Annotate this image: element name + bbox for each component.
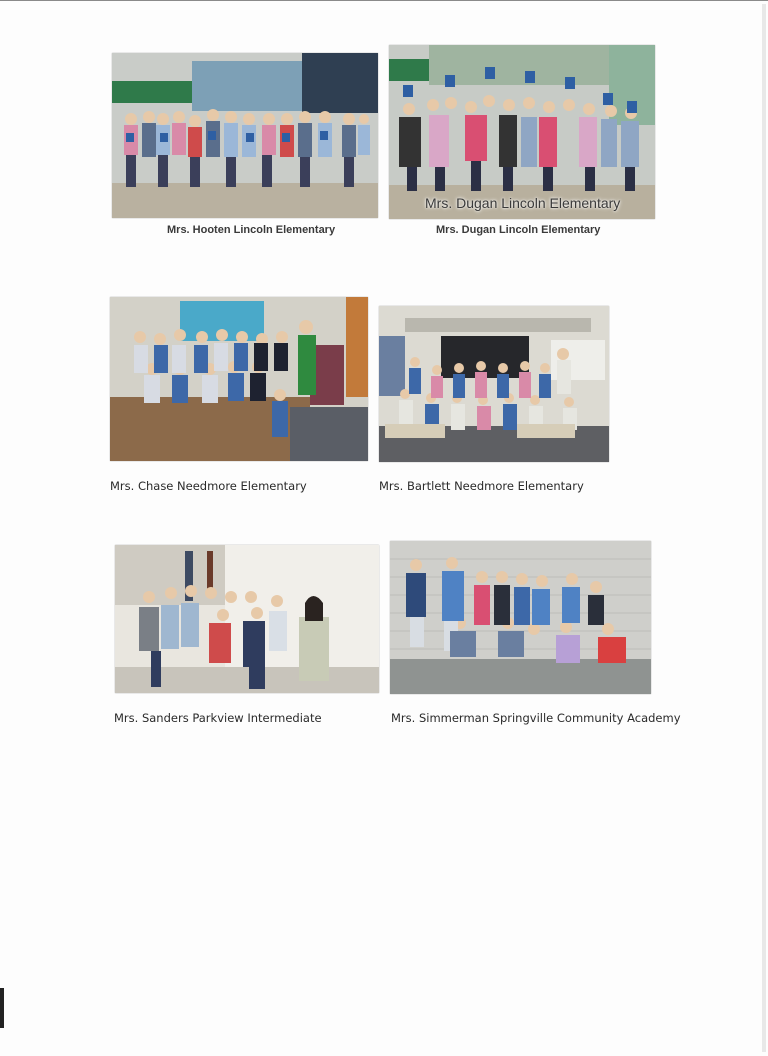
photo-caption: Mrs. Sanders Parkview Intermediate bbox=[114, 711, 322, 725]
classroom-photo-image bbox=[110, 297, 368, 461]
photo-simmerman bbox=[390, 541, 651, 694]
scan-artifact bbox=[0, 988, 4, 1028]
photo-caption: Mrs. Dugan Lincoln Elementary bbox=[436, 224, 601, 236]
photo-hooten bbox=[112, 53, 378, 218]
photo-sanders bbox=[115, 545, 379, 693]
photo-dugan bbox=[389, 45, 655, 219]
photo-caption: Mrs. Chase Needmore Elementary bbox=[110, 479, 307, 493]
photo-overlay-caption: Mrs. Dugan Lincoln Elementary bbox=[425, 195, 621, 211]
classroom-photo-image bbox=[379, 306, 609, 462]
classroom-photo-image bbox=[390, 541, 651, 694]
photo-bartlett bbox=[379, 306, 609, 462]
page-edge bbox=[0, 0, 768, 1]
photo-caption: Mrs. Bartlett Needmore Elementary bbox=[379, 479, 584, 493]
photo-chase bbox=[110, 297, 368, 461]
photo-caption: Mrs. Hooten Lincoln Elementary bbox=[167, 224, 336, 236]
photo-caption: Mrs. Simmerman Springville Community Academy bbox=[391, 711, 681, 725]
classroom-photo-image bbox=[112, 53, 378, 218]
scan-artifact-right bbox=[762, 4, 766, 1052]
classroom-photo-image bbox=[115, 545, 379, 693]
classroom-photo-image bbox=[389, 45, 655, 219]
